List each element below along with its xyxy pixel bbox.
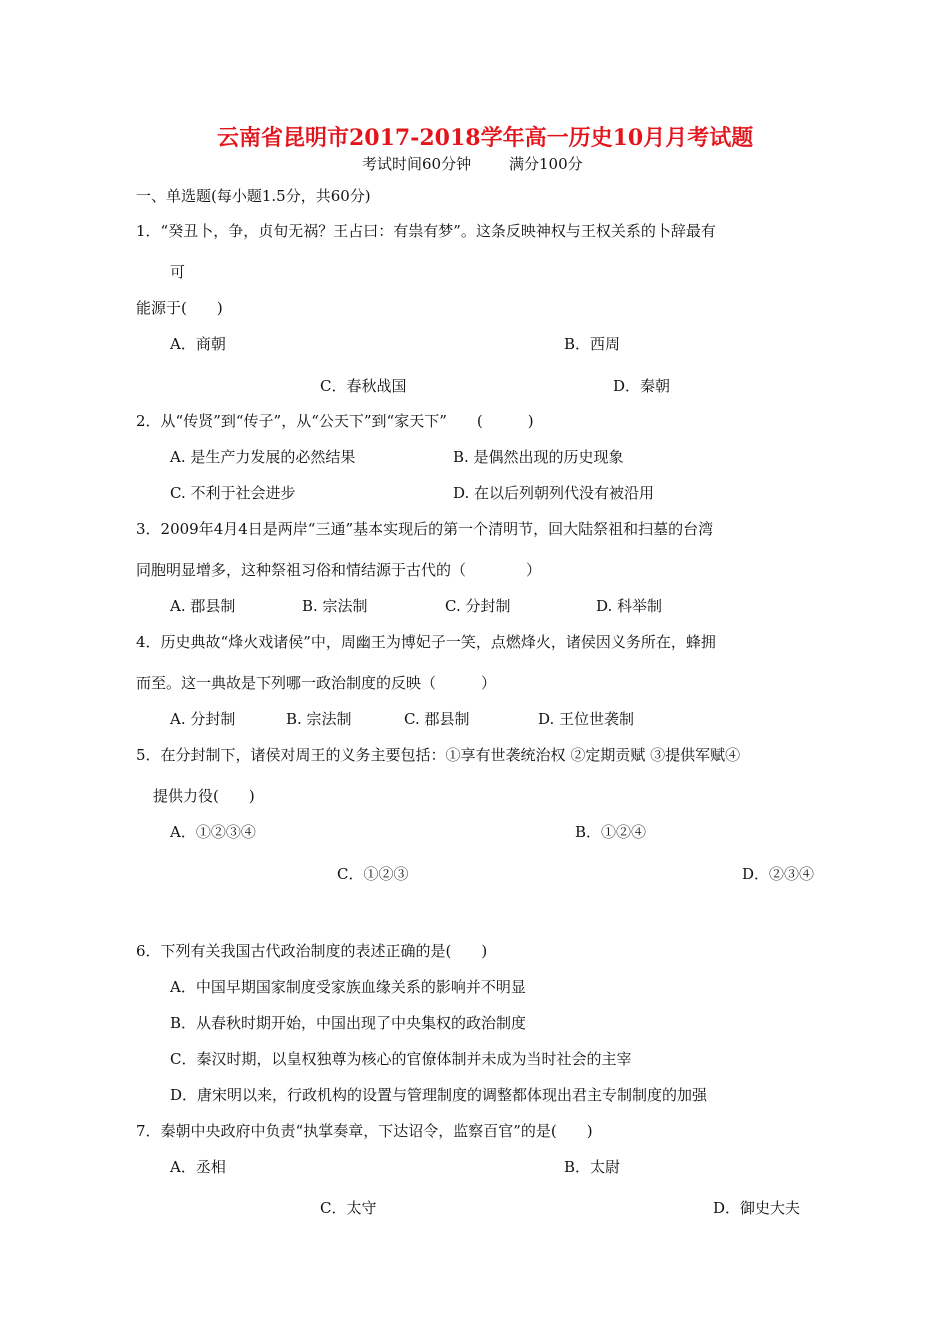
question-4-option-a: A. 分封制 [170,710,236,728]
question-3-option-a: A. 郡县制 [170,597,236,615]
question-7-option-d: D．御史大夫 [713,1199,801,1217]
question-3-line-1: 3．2009年4月4日是两岸“三通”基本实现后的第一个清明节，回大陆祭祖和扫墓的台湾 [136,520,714,538]
question-2-option-d: D. 在以后列朝列代没有被沿用 [453,484,655,502]
question-1-line-3: 能源于( ) [136,299,223,317]
question-2-option-c: C. 不利于社会进步 [170,484,296,502]
question-3-option-b: B. 宗法制 [302,597,368,615]
question-4-line-2: 而至。这一典故是下列哪一政治制度的反映（ ） [136,674,497,692]
exam-title: 云南省昆明市2017-2018学年高一历史10月月考试题 [217,125,754,151]
question-5-line-2: 提供力役( ) [153,787,255,805]
question-5-option-c: C．①②③ [337,865,409,883]
question-1-line-2: 可 [170,263,186,281]
question-1-line-1: 1．“癸丑卜，争，贞旬无祸？王占曰：有祟有梦”。这条反映神权与王权关系的卜辞最有 [136,222,716,240]
question-2-option-a: A. 是生产力发展的必然结果 [170,448,356,466]
question-1-option-a: A．商朝 [170,335,226,353]
question-4-option-b: B. 宗法制 [286,710,352,728]
question-2-line-1: 2．从“传贤”到“传子”，从“公天下”到“家天下” ( ) [136,412,534,430]
question-6-line-1: 6．下列有关我国古代政治制度的表述正确的是( ) [136,942,488,960]
exam-time: 考试时间60分钟 [362,155,472,173]
question-7-option-a: A．丞相 [170,1158,226,1176]
question-4-option-c: C. 郡县制 [404,710,470,728]
question-7-line-1: 7．秦朝中央政府中负责“执掌奏章，下达诏令，监察百官”的是( ) [136,1122,593,1140]
question-3-option-d: D. 科举制 [596,597,663,615]
question-1-option-b: B．西周 [564,335,621,353]
question-5-option-b: B．①②④ [575,823,647,841]
question-6-option-d: D．唐宋明以来，行政机构的设置与管理制度的调整都体现出君主专制制度的加强 [170,1086,708,1104]
question-5-option-d: D．②③④ [742,865,815,883]
question-7-option-c: C．太守 [320,1199,377,1217]
question-6-option-a: A．中国早期国家制度受家族血缘关系的影响并不明显 [170,978,526,996]
question-1-option-c: C．春秋战国 [320,377,407,395]
question-7-option-b: B．太尉 [564,1158,621,1176]
question-5-line-1: 5．在分封制下，诸侯对周王的义务主要包括：①享有世袭统治权 ②定期贡赋 ③提供军赋④ [136,746,741,764]
question-4-option-d: D. 王位世袭制 [538,710,635,728]
question-2-option-b: B. 是偶然出现的历史现象 [453,448,624,466]
question-5-option-a: A．①②③④ [170,823,256,841]
exam-score: 满分100分 [509,155,583,173]
question-3-line-2: 同胞明显增多，这种祭祖习俗和情结源于古代的（ ） [136,561,542,579]
question-4-line-1: 4．历史典故“烽火戏诸侯”中，周幽王为博妃子一笑，点燃烽火，诸侯因义务所在，蜂拥 [136,633,716,651]
question-6-option-c: C．秦汉时期，以皇权独尊为核心的官僚体制并未成为当时社会的主宰 [170,1050,632,1068]
question-3-option-c: C. 分封制 [445,597,511,615]
question-1-option-d: D．秦朝 [613,377,671,395]
question-6-option-b: B．从春秋时期开始，中国出现了中央集权的政治制度 [170,1014,527,1032]
section-heading: 一、单选题(每小题1.5分，共60分) [136,187,371,205]
